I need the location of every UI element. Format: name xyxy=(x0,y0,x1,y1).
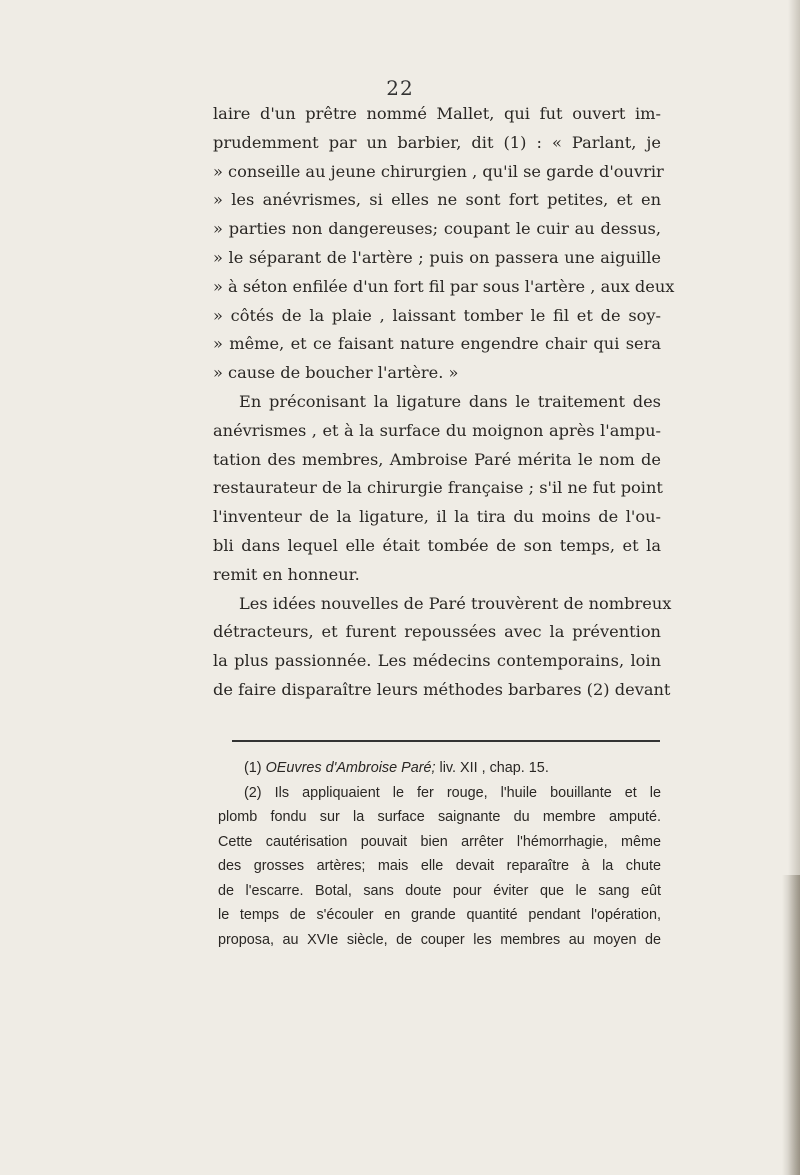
page-number: 22 xyxy=(386,76,414,100)
text-line: remit en honneur. xyxy=(213,564,360,584)
text-line: » conseille au jeune chirurgien , qu'il se garde d'ouvrir xyxy=(213,161,664,181)
text-line: l'inventeur de la ligature, il la tira du moins de l'ou- xyxy=(213,507,661,527)
text-line: En préconisant la ligature dans le traitement des xyxy=(239,391,661,411)
footnote-2-line: le temps de s'écouler en grande quantité pendant l'opération, xyxy=(218,907,661,923)
footnote-1-rest: liv. XII , chap. 15. xyxy=(439,760,549,776)
text-line: » parties non dangereuses; coupant le cuir au dessus, xyxy=(213,219,661,239)
text-line: anévrismes , et à la surface du moignon après l'ampu- xyxy=(213,420,661,440)
text-line: de faire disparaître leurs méthodes barbares (2) devant xyxy=(213,679,671,699)
text-line: laire d'un prêtre nommé Mallet, qui fut ouvert im- xyxy=(213,104,661,123)
text-line: » à séton enfilée d'un fort fil par sous l'artère , aux deux xyxy=(213,276,675,296)
page-edge-shadow-bottom xyxy=(782,875,800,1175)
text-line: » le séparant de l'artère ; puis on passera une aiguille xyxy=(213,247,661,267)
footnote-2-line: des grosses artères; mais elle devait reparaître à la chute xyxy=(218,858,661,874)
footnote-1-ref: (1) xyxy=(244,760,262,776)
footnote-1 xyxy=(218,756,661,781)
text-line: » cause de boucher l'artère. » xyxy=(213,363,459,383)
footnote-1-title: OEuvres d'Ambroise Paré; xyxy=(265,760,436,776)
text-line: Les idées nouvelles de Paré trouvèrent de nombreux xyxy=(239,593,672,613)
footnote-2-line: proposa, au XVIe siècle, de couper les membres au moyen de xyxy=(218,931,661,948)
text-line: » même, et ce faisant nature engendre chair qui sera xyxy=(213,334,661,354)
text-line: » côtés de la plaie , laissant tomber le fil et de soy- xyxy=(213,305,661,325)
text-line: bli dans lequel elle était tombée de son temps, et la xyxy=(213,535,661,555)
text-line: la plus passionnée. Les médecins contemporains, loin xyxy=(213,651,661,671)
text-line: détracteurs, et furent repoussées avec la prévention xyxy=(213,622,661,642)
text-line: tation des membres, Ambroise Paré mérita le nom de xyxy=(213,449,661,469)
text-line: prudemment par un barbier, dit (1) : « Parlant, je xyxy=(213,132,661,152)
footnotes xyxy=(218,756,661,952)
footnote-2-line: de l'escarre. Botal, sans doute pour éviter que le sang eût xyxy=(218,882,661,899)
footnote-rule xyxy=(232,740,660,742)
text-line: restaurateur de la chirurgie française ; s'il ne fut point xyxy=(213,478,663,498)
body-text xyxy=(213,100,675,705)
text-line: » les anévrismes, si elles ne sont fort petites, et en xyxy=(213,190,661,210)
footnote-2-line: Cette cautérisation pouvait bien arrêter l'hémorrhagie, même xyxy=(218,833,661,850)
footnote-2-line: (2) Ils appliquaient le fer rouge, l'huile bouillante et le xyxy=(244,784,661,801)
footnote-2-line: plomb fondu sur la surface saignante du membre amputé. xyxy=(218,809,661,825)
